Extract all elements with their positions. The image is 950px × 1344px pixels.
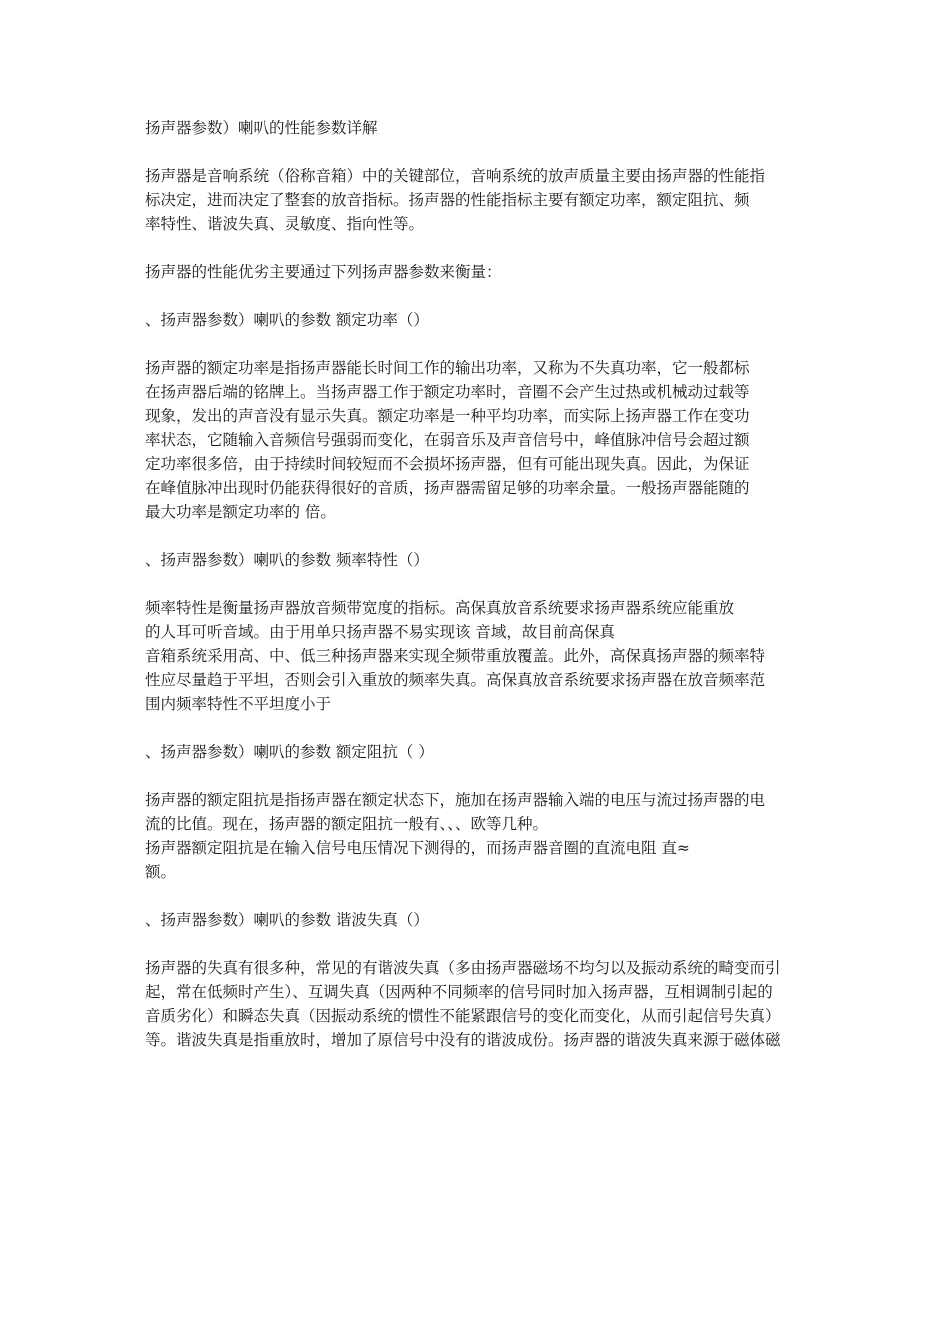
section-heading-frequency: 、扬声器参数）喇叭的参数 频率特性（） bbox=[145, 551, 429, 569]
paragraph-line: 额。 bbox=[145, 863, 177, 881]
paragraph-line: 最大功率是额定功率的 倍。 bbox=[145, 503, 336, 521]
blank-line bbox=[145, 572, 817, 596]
blank-line bbox=[145, 524, 817, 548]
paragraph-line: 性应尽量趋于平坦，否则会引入重放的频率失真。高保真放音系统要求扬声器在放音频率范 bbox=[145, 671, 766, 689]
paragraph-line: 扬声器的失真有很多种，常见的有谐波失真（多由扬声器磁场不均匀以及振动系统的畸变而引 bbox=[145, 959, 781, 977]
section-heading-impedance: 、扬声器参数）喇叭的参数 额定阻抗（ ） bbox=[145, 743, 434, 761]
paragraph-line: 在扬声器后端的铭牌上。当扬声器工作于额定功率时，音圈不会产生过热或机械动过载等 bbox=[145, 383, 750, 401]
document-page bbox=[145, 116, 817, 1052]
paragraph-line: 扬声器额定阻抗是在输入信号电压情况下测得的，而扬声器音圈的直流电阻 直≈ bbox=[145, 839, 690, 857]
paragraph-line: 起，常在低频时产生）、互调失真（因两种不同频率的信号同时加入扬声器，互相调制引起的 bbox=[145, 983, 773, 1001]
paragraph-line: 扬声器的额定阻抗是指扬声器在额定状态下，施加在扬声器输入端的电压与流过扬声器的电 bbox=[145, 791, 766, 809]
paragraph-line: 的人耳可听音域。由于用单只扬声器不易实现该 音域，故目前高保真 bbox=[145, 623, 615, 641]
paragraph-line: 现象，发出的声音没有显示失真。额定功率是一种平均功率，而实际上扬声器工作在变功 bbox=[145, 407, 750, 425]
section-heading-rated-power: 、扬声器参数）喇叭的参数 额定功率（） bbox=[145, 311, 429, 329]
intro-paragraph-line: 扬声器是音响系统（俗称音箱）中的关键部位，音响系统的放声质量主要由扬声器的性能指 bbox=[145, 167, 766, 185]
paragraph-line: 在峰值脉冲出现时仍能获得很好的音质，扬声器需留足够的功率余量。一般扬声器能随的 bbox=[145, 479, 750, 497]
paragraph-line: 定功率很多倍，由于持续时间较短而不会损坏扬声器，但有可能出现失真。因此，为保证 bbox=[145, 455, 750, 473]
blank-line bbox=[145, 764, 817, 788]
intro-paragraph-line: 标决定，进而决定了整套的放音指标。扬声器的性能指标主要有额定功率，额定阻抗、频 bbox=[145, 191, 750, 209]
paragraph-line: 扬声器的额定功率是指扬声器能长时间工作的输出功率，又称为不失真功率，它一般都标 bbox=[145, 359, 750, 377]
paragraph-line: 围内频率特性不平坦度小于 bbox=[145, 695, 332, 713]
blank-line bbox=[145, 284, 817, 308]
paragraph-line: 率状态，它随输入音频信号强弱而变化，在弱音乐及声音信号中，峰值脉冲信号会超过额 bbox=[145, 431, 750, 449]
intro-paragraph-line: 率特性、谐波失真、灵敏度、指向性等。 bbox=[145, 215, 425, 233]
blank-line bbox=[145, 236, 817, 260]
paragraph-line: 音箱系统采用高、中、低三种扬声器来实现全频带重放覆盖。此外，高保真扬声器的频率特 bbox=[145, 647, 766, 665]
blank-line bbox=[145, 140, 817, 164]
blank-line bbox=[145, 332, 817, 356]
paragraph-line: 频率特性是衡量扬声器放音频带宽度的指标。高保真放音系统要求扬声器系统应能重放 bbox=[145, 599, 735, 617]
blank-line bbox=[145, 884, 817, 908]
blank-line bbox=[145, 716, 817, 740]
paragraph-line: 流的比值。现在，扬声器的额定阻抗一般有、、、欧等几种。 bbox=[145, 815, 549, 833]
paragraph-line: 音质劣化）和瞬态失真（因振动系统的惯性不能紧跟信号的变化而变化，从而引起信号失真） bbox=[145, 1007, 781, 1025]
doc-title: 扬声器参数）喇叭的性能参数详解 bbox=[145, 119, 378, 137]
blank-line bbox=[145, 932, 817, 956]
paragraph-line: 扬声器的性能优劣主要通过下列扬声器参数来衡量： bbox=[145, 263, 502, 281]
paragraph-line: 等。谐波失真是指重放时，增加了原信号中没有的谐波成份。扬声器的谐波失真来源于磁体磁 bbox=[145, 1031, 781, 1049]
section-heading-distortion: 、扬声器参数）喇叭的参数 谐波失真（） bbox=[145, 911, 429, 929]
